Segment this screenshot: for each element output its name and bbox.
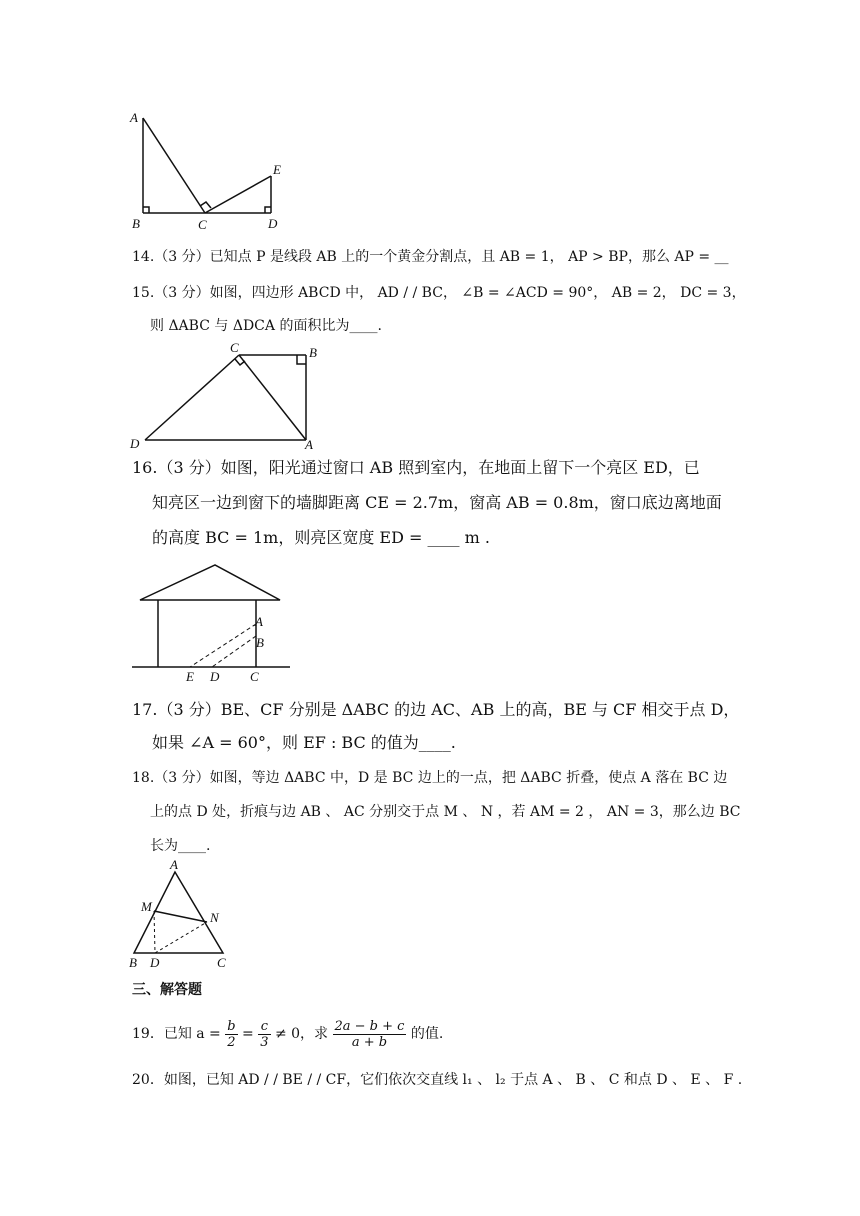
figure-q18 [128,858,238,970]
label-q13-A: A [130,110,138,125]
q19-frac2-num: c [258,1019,270,1035]
question-15-line1: 15.（3 分）如图，四边形 ABCD 中， AD / / BC， ∠B = ∠ACD = 90°， AB = 2， DC = 3， [132,285,746,301]
q19-frac3-num: 2a − b + c [334,1018,405,1034]
q19-frac3-den: a + b [351,1034,388,1050]
q19-frac3 [333,1019,407,1050]
question-18-line1: 18.（3 分）如图，等边 ΔABC 中，D 是 BC 边上的一点，把 ΔABC 折叠，使点 A 落在 BC 边 [132,770,728,786]
label-q13-B: B [132,216,140,231]
question-16-line1: 16.（3 分）如图，阳光通过窗口 AB 照到室内，在地面上留下一个亮区 ED，已 [132,458,700,477]
q19-frac2-den: 3 [260,1034,269,1050]
label-q18-D: D [150,955,160,970]
label-q18-C: C [217,955,226,970]
label-q18-B: B [129,955,137,970]
label-q18-M: M [141,899,152,914]
label-q15-C: C [230,340,239,355]
question-17-line1: 17.（3 分）BE、CF 分别是 ΔABC 的边 AC、AB 上的高，BE 与 CF 相交于点 D， [132,700,740,719]
figure-q16 [130,560,295,685]
figure-q15 [128,340,328,452]
label-q13-E: E [273,162,281,177]
label-q13-D: D [268,216,278,231]
q19-neq: ≠ 0，求 [274,1026,329,1042]
question-19 [132,1016,443,1056]
question-17-line2: 如果 ∠A = 60°，则 EF : BC 的值为____. [152,733,456,752]
question-16-line2: 知亮区一边到窗下的墙脚距离 CE = 2.7m，窗高 AB = 0.8m，窗口底边离地面 [152,493,722,512]
q19-frac1 [225,1019,237,1050]
label-q15-D: D [130,436,140,451]
label-q16-A: A [255,614,263,629]
label-q16-D: D [210,669,220,684]
question-14: 14.（3 分）已知点 P 是线段 AB 上的一个黄金分割点，且 AB = 1， AP > BP，那么 AP = __ [132,249,729,265]
question-18-line2: 上的点 D 处，折痕与边 AB 、 AC 分别交于点 M 、 N ，若 AM = 2 ， AN = 3，那么边 BC [150,804,741,820]
label-q15-A: A [305,437,313,452]
q19-frac1-den: 2 [227,1034,236,1050]
label-q16-E: E [186,669,194,684]
label-q16-C: C [250,669,259,684]
q19-mid: = [242,1026,254,1042]
question-20: 20．如图，已知 AD / / BE / / CF，它们依次交直线 l₁ 、 l₂ 于点 A 、 B 、 C 和点 D 、 E 、 F . [132,1072,743,1088]
label-q15-B: B [309,345,317,360]
section-title: 三、解答题 [132,982,202,998]
question-16-line3: 的高度 BC = 1m，则亮区宽度 ED = ____ m . [152,528,490,547]
q19-frac1-num: b [227,1018,236,1034]
label-q13-C: C [198,217,207,232]
question-15-line2: 则 ΔABC 与 ΔDCA 的面积比为____. [150,318,382,334]
figure-q13 [128,110,298,230]
label-q16-B: B [256,635,264,650]
q19-prefix: 19．已知 a = [132,1026,221,1042]
label-q18-A: A [170,857,178,872]
question-18-line3: 长为____. [150,838,211,854]
q19-suffix: 的值. [410,1026,444,1042]
label-q18-N: N [210,910,219,925]
q19-frac2 [258,1019,270,1050]
